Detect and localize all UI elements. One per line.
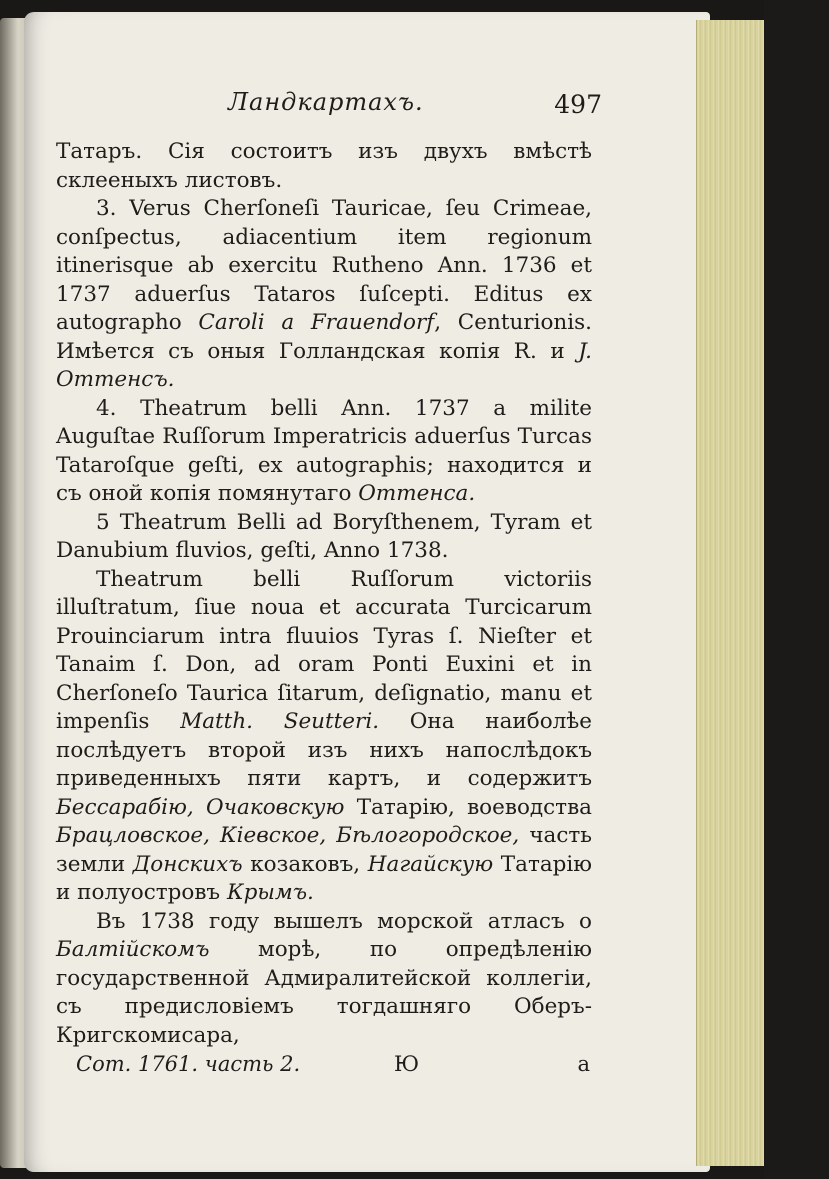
body-text bbox=[56, 138, 592, 1050]
text-run: Въ 1738 году вышелъ морской атласъ о bbox=[96, 908, 592, 934]
text-run: 5 Theatrum Belli ad Boryſthenem, Tyram et Danubium fluvios, geſti, Anno 1738. bbox=[56, 509, 592, 563]
paragraph bbox=[56, 195, 592, 395]
catchword: а bbox=[577, 1052, 590, 1076]
italic-text-run: Донскихъ bbox=[132, 851, 243, 877]
paragraph bbox=[56, 138, 592, 195]
page-edges bbox=[696, 20, 765, 1166]
italic-text-run: Брацловское, Кіевское, Бѣлогородское, bbox=[56, 823, 520, 848]
running-title: Ландкартахъ. bbox=[228, 88, 424, 116]
text-run: Татарію и полуостровъ bbox=[56, 851, 593, 905]
page-text-block bbox=[56, 88, 602, 1082]
text-run: 4. Theatrum belli Ann. 1737 a milite Auguſtae Ruſſorum Imperatricis aduerſus Turcas Tataroſque geſti, ex autographis; находится и съ оной копія помянутаго bbox=[56, 395, 592, 506]
text-run: козаковъ, bbox=[242, 851, 368, 877]
text-run: 3. Verus Cherſoneſi Tauricae, ſeu Crimeae, conſpectus, adiacentium item regionum itinerisque ab exercitu Rutheno Ann. 1736 et 1737 aduerſus Tataros ſuſcepti. Editus ex autographo bbox=[56, 196, 592, 335]
italic-text-run: Нагайскую bbox=[367, 851, 494, 877]
italic-text-run: Caroli a Frauendorf bbox=[198, 310, 435, 335]
italic-text-run: Оттенса. bbox=[358, 481, 476, 506]
italic-text-run: Matth. Seutteri. bbox=[180, 709, 380, 734]
italic-text-run: Балтійскомъ bbox=[56, 937, 210, 962]
text-run: Она наиболѣе послѣдуетъ второй изъ нихъ напослѣдокъ приведенныхъ пяти картъ, и содержитъ bbox=[56, 709, 592, 791]
page-header bbox=[56, 88, 602, 138]
text-run: морѣ, по опредѣленію государственной Адмиралитейской коллегіи, съ предисловіемъ тогдашняго Оберъ-Кригскомисара, bbox=[56, 937, 592, 1048]
paragraph bbox=[56, 908, 592, 1051]
italic-text-run: Крымъ. bbox=[226, 880, 314, 905]
text-run: Татаръ. Сія состоитъ изъ двухъ вмѣстѣ склееныхъ листовъ. bbox=[56, 139, 592, 193]
paragraph bbox=[56, 566, 592, 908]
signature-mark: Ю bbox=[394, 1052, 420, 1076]
text-run: , Centurionis. Имѣется съ оныя Голландская копія R. и bbox=[56, 310, 592, 364]
background-right bbox=[764, 0, 829, 1179]
page-footer bbox=[56, 1052, 592, 1082]
paragraph bbox=[56, 509, 592, 566]
text-run: Татарію, воеводства bbox=[344, 794, 592, 820]
text-run: Theatrum belli Ruſſorum victoriis illuſtratum, ſiue noua et accurata Turcicarum Prouinciarum intra fluuios Tyras ſ. Nieſter et Tanaim ſ. Don, ad oram Ponti Euxini et in Cherſoneſo Taurica ſitarum, deſignatio, manu et impenſis bbox=[56, 566, 592, 734]
footer-signature: Сот. 1761. часть 2. bbox=[76, 1052, 301, 1076]
text-run: часть земли bbox=[56, 823, 592, 877]
paragraph bbox=[56, 395, 592, 509]
page-number: 497 bbox=[554, 90, 602, 119]
italic-text-run: J. Оттенсъ. bbox=[56, 338, 592, 392]
italic-text-run: Бессарабію, Очаковскую bbox=[56, 794, 345, 820]
